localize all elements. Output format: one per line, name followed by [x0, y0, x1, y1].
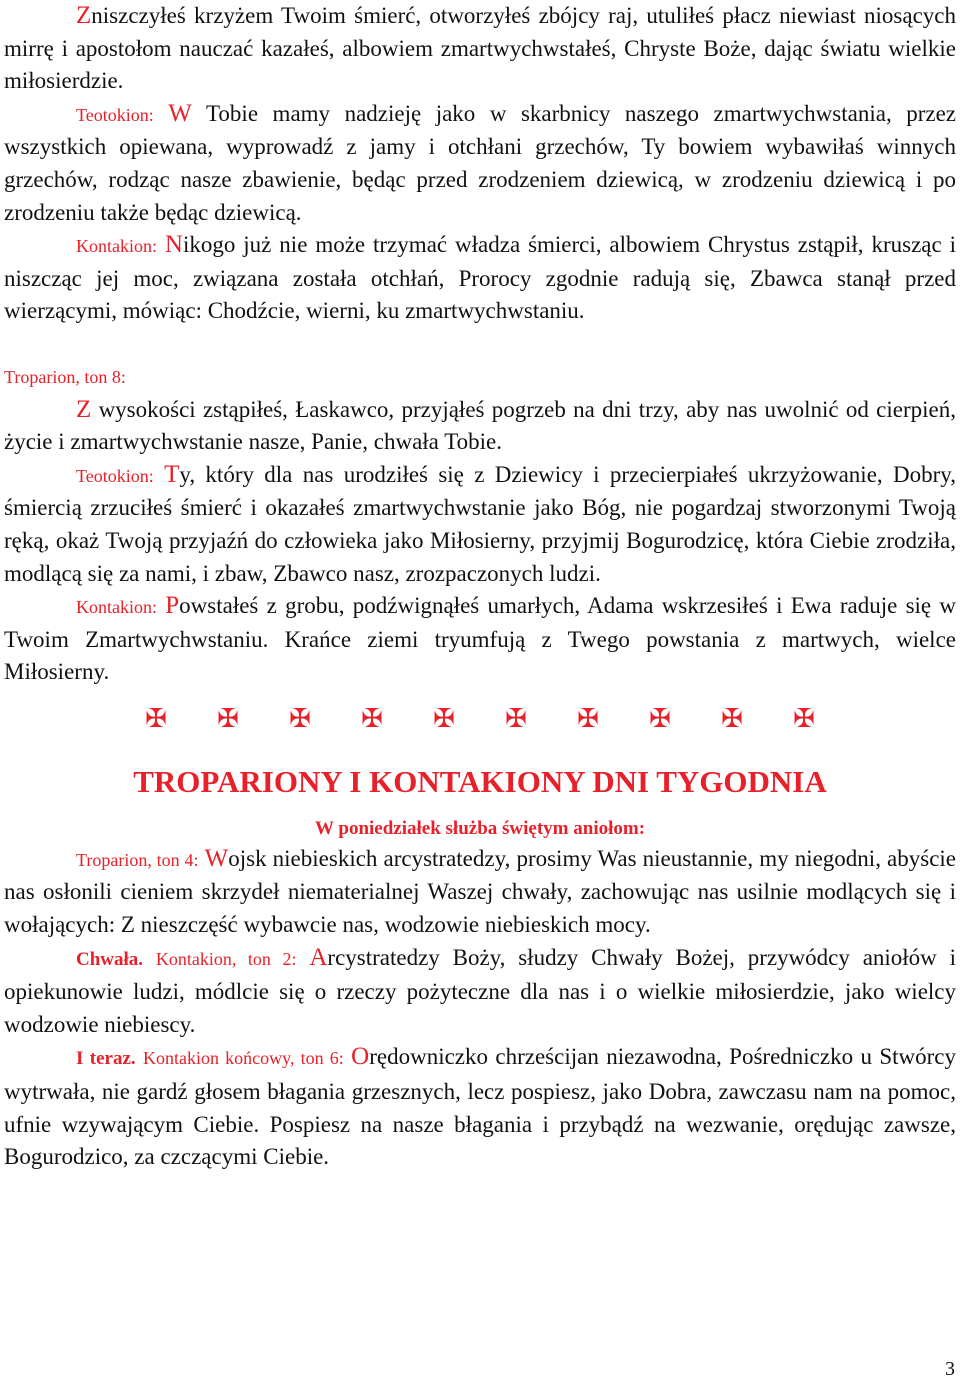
paragraph-text: rędowniczko chrześcijan niezawodna, Pośredniczko u Stwórcy wytrwała, nie gardź głosem błagania grzesznych, lecz pospiesz, jako Dobra, zawczasu nam na pomoc, ufnie wzywającym Ciebie. Pospiesz na nasze błagania i przybądź na wezwanie, orędując zawsze, Bogurodzico, za czczącymi Ciebie. — [4, 1044, 957, 1170]
initial-letter: T — [164, 460, 180, 488]
initial-letter: P — [165, 592, 180, 620]
troparion-paragraph-2 — [4, 394, 956, 459]
cross-icon: ✠ — [721, 703, 743, 733]
paragraph-text: Tobie mamy nadzieję jako w skarbnicy naszego zmartwychwstania, przez wszystkich opiewana, wyprowadź z jamy i otchłani grzechów, Ty bowiem wybawiłaś winnych grzechów, rodząc nasze zbawienie, będąc przed zrodzeniem dziewicą, w zrodzeniu dziewicą i po zrodzeniu także będąc dziewicą. — [4, 100, 956, 225]
paragraph-text: niszczyłeś krzyżem Twoim śmierć, otworzyłeś zbójcy raj, utuliłeś płacz niewiast niosących mirrę i apostołom nauczać kazałeś, albowiem zmartwychwstałeś, Chryste Boże, dając światu wielkie miłosierdzie. — [4, 3, 956, 94]
cross-icon: ✠ — [217, 703, 239, 733]
paragraph-text: ikogo już nie może trzymać władza śmierci, albowiem Chrystus zstąpił, krusząc i niszcząc jej moc, związana została otchłań, Prorocy zgodnie radują się, Zbawca stanął przed wierzącymi, mówiąc: Chodźcie, wierni, ku zmartwychwstaniu. — [4, 232, 957, 324]
troparion-paragraph-3 — [4, 843, 956, 942]
section-label: Kontakion: — [76, 597, 157, 618]
prefix-label: Chwała. — [76, 948, 144, 970]
initial-letter: W — [168, 99, 192, 127]
section-label: Kontakion końcowy, ton 6: — [143, 1048, 344, 1069]
page-number: 3 — [945, 1358, 955, 1380]
cross-icon: ✠ — [505, 703, 527, 733]
initial-letter: O — [351, 1043, 370, 1071]
initial-letter: Z — [76, 395, 92, 423]
initial-letter: A — [309, 943, 328, 971]
section-label: Troparion, ton 4: — [76, 849, 199, 870]
kontakion-paragraph — [4, 229, 956, 328]
cross-icon: ✠ — [145, 703, 167, 733]
section-label: Kontakion: — [76, 236, 157, 257]
section-label: Teotokion: — [76, 104, 154, 125]
paragraph-text: owstałeś z grobu, podźwignąłeś umarłych, Adama wskrzesiłeś i Ewa raduje się w Twoim Zmartwychwstaniu. Krańce ziemi tryumfują z Twego powstania z martwych, wielce Miłosierny. — [4, 593, 956, 685]
cross-icon: ✠ — [649, 703, 671, 733]
paragraph-text: ojsk niebieskich arcystratedzy, prosimy Was nieustannie, my niegodni, abyście nas osłonili cieniem skrzydeł niematerialnej Waszej chwały, zachowując nas usilnie modlących się i wołających: Z nieszczęść wybawcie nas, wodzowie niebieskich mocy. — [4, 845, 957, 938]
i-teraz-paragraph — [4, 1041, 956, 1173]
teotokion-paragraph-2 — [4, 459, 956, 590]
paragraph-text: y, który dla nas urodziłeś się z Dziewicy i przecierpiałeś ukrzyżowanie, Dobry, śmiercią zrzuciłeś śmierć i okazałeś zmartwychwstanie jako Bóg, nie pogardzaj stworzonymi Twoją ręką, okaż Twoją przyjaźń do człowieka jako Miłosierny, przyjmij Bogurodzicę, która Ciebie zrodziła, modlącą się za nami, i zbaw, Zbawco nasz, zrozpaczonych ludzi. — [4, 461, 956, 586]
cross-icon: ✠ — [577, 703, 599, 733]
initial-letter: W — [204, 844, 229, 872]
cross-divider — [4, 701, 956, 737]
initial-letter: Z — [76, 2, 92, 29]
cross-icon: ✠ — [361, 703, 383, 733]
teotokion-paragraph — [4, 98, 956, 229]
troparion-heading — [4, 360, 956, 394]
paragraph-text: wysokości zstąpiłeś, Łaskawco, przyjąłeś pogrzeb na dni trzy, aby nas uwolnić od cierpień, życie i zmartwychwstanie nasze, Panie, chwała Tobie. — [4, 396, 956, 455]
prefix-label: I teraz. — [76, 1048, 136, 1070]
section-subtitle: W poniedziałek służba świętym aniołom: — [314, 817, 646, 839]
troparion-paragraph — [4, 0, 956, 98]
cross-icon: ✠ — [289, 703, 311, 733]
cross-icon: ✠ — [793, 703, 815, 733]
initial-letter: N — [164, 231, 183, 259]
paragraph-text: rcystratedzy Boży, słudzy Chwały Bożej, przywódcy aniołów i opiekunowie ludzi, módlcie się o rzeczy pożyteczne dla nas i o wielkie miłosierdzie, jako wielcy wodzowie niebiescy. — [4, 944, 957, 1037]
cross-icon: ✠ — [433, 703, 455, 733]
kontakion-paragraph-2 — [4, 590, 956, 689]
chwala-paragraph — [4, 942, 956, 1042]
section-label: Teotokion: — [76, 465, 154, 486]
section-title: TROPARIONY I KONTAKIONY DNI TYGODNIA — [133, 763, 827, 799]
section-label: Kontakion, ton 2: — [155, 948, 297, 969]
document-page — [4, 0, 956, 1174]
troparion-heading-text: Troparion, ton 8: — [4, 366, 126, 387]
